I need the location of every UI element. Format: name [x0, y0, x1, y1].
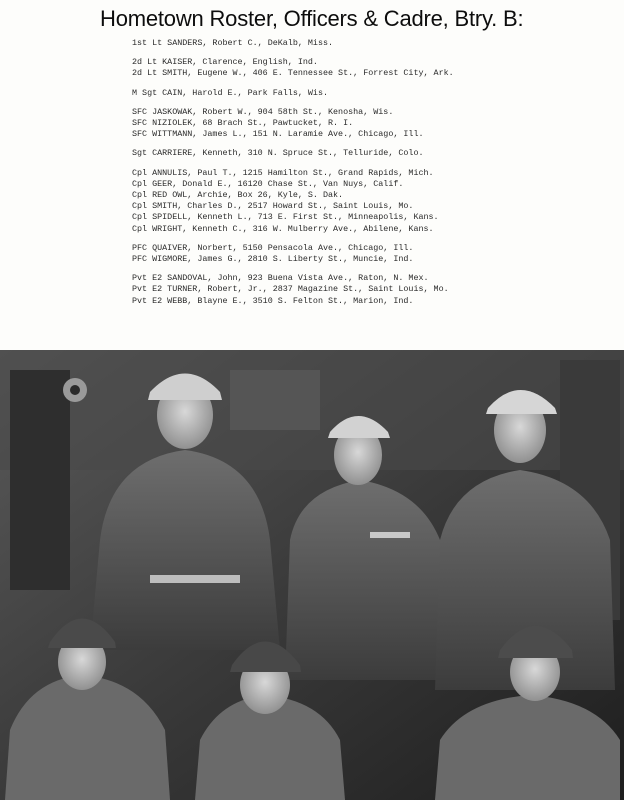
roster-entry: 2d Lt SMITH, Eugene W., 406 E. Tennessee St., Forrest City, Ark. [132, 68, 454, 79]
roster-entry: Sgt CARRIERE, Kenneth, 310 N. Spruce St., Telluride, Colo. [132, 148, 424, 159]
roster-group [132, 273, 612, 307]
roster-group [132, 88, 612, 99]
roster-group [132, 38, 612, 49]
roster-entry: SFC JASKOWAK, Robert W., 904 58th St., Kenosha, Wis. [132, 106, 394, 117]
roster-entry: M Sgt CAIN, Harold E., Park Falls, Wis. [132, 87, 329, 98]
roster-list [132, 38, 612, 315]
roster-entry: Cpl ANNULIS, Paul T., 1215 Hamilton St., Grand Rapids, Mich. [132, 167, 434, 178]
roster-entry: Cpl GEER, Donald E., 16120 Chase St., Van Nuys, Calif. [132, 178, 404, 189]
roster-group [132, 107, 612, 141]
roster-entry: Cpl RED OWL, Archie, Box 26, Kyle, S. Dak. [132, 190, 344, 201]
roster-entry: PFC WIGMORE, James G., 2810 S. Liberty St., Muncie, Ind. [132, 254, 414, 265]
roster-group [132, 57, 612, 79]
roster-entry: SFC WITTMANN, James L., 151 N. Laramie Ave., Chicago, Ill. [132, 129, 424, 140]
page-title: Hometown Roster, Officers & Cadre, Btry. B: [100, 6, 524, 31]
roster-entry: SFC NIZIOLEK, 68 Brach St., Pawtucket, R. I. [132, 118, 354, 129]
roster-group [132, 168, 612, 235]
roster-entry: Pvt E2 TURNER, Robert, Jr., 2837 Magazine St., Saint Louis, Mo. [132, 284, 449, 295]
roster-group [132, 243, 612, 265]
group-photo [0, 350, 624, 800]
roster-entry: Pvt E2 WEBB, Blayne E., 3510 S. Felton St., Marion, Ind. [132, 295, 414, 306]
roster-entry: Cpl SPIDELL, Kenneth L., 713 E. First St., Minneapolis, Kans. [132, 212, 439, 223]
group-photo-image [0, 350, 624, 800]
roster-entry: 1st Lt SANDERS, Robert C., DeKalb, Miss. [132, 38, 334, 48]
roster-group [132, 148, 612, 159]
roster-entry: PFC QUAIVER, Norbert, 5150 Pensacola Ave., Chicago, Ill. [132, 242, 414, 253]
roster-entry: 2d Lt KAISER, Clarence, English, Ind. [132, 57, 318, 68]
roster-entry: Pvt E2 SANDOVAL, John, 923 Buena Vista Ave., Raton, N. Mex. [132, 273, 429, 284]
roster-entry: Cpl WRIGHT, Kenneth C., 316 W. Mulberry Ave., Abilene, Kans. [132, 223, 434, 234]
roster-entry: Cpl SMITH, Charles D., 2517 Howard St., Saint Louis, Mo. [132, 201, 414, 212]
